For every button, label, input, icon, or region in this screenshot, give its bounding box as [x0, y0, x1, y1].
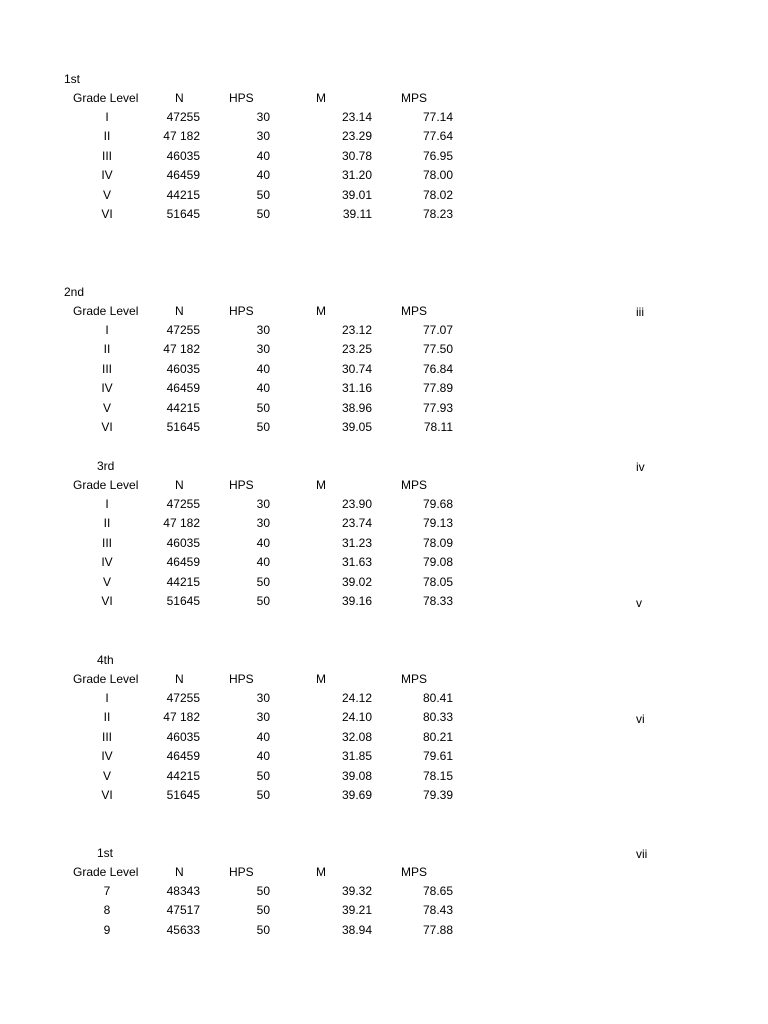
- cell-n: 47 182: [163, 129, 200, 144]
- section-label: 1st: [97, 846, 114, 860]
- cell-hps: 50: [256, 574, 270, 589]
- header-grade-level: Grade Level: [73, 672, 139, 686]
- cell-m: 31.85: [341, 749, 372, 764]
- cell-grade: 9: [103, 922, 111, 937]
- header-mps: MPS: [401, 865, 428, 879]
- cell-m: 31.63: [341, 555, 372, 570]
- cell-hps: 30: [256, 129, 270, 144]
- header-grade-level: Grade Level: [73, 865, 139, 879]
- header-m: M: [316, 478, 326, 492]
- cell-hps: 50: [256, 594, 270, 608]
- cell-hps: 50: [256, 400, 270, 415]
- side-marker: vii: [636, 847, 648, 861]
- cell-grade: IV: [101, 168, 113, 183]
- cell-n: 51645: [166, 207, 200, 221]
- cell-hps: 30: [256, 710, 270, 725]
- header-m: M: [316, 865, 326, 879]
- cell-grade: VI: [101, 594, 113, 608]
- side-marker: iv: [636, 460, 645, 474]
- cell-mps: 76.84: [422, 361, 453, 376]
- section-label: 4th: [97, 653, 114, 667]
- cell-m: 23.74: [341, 516, 372, 531]
- cell-n: 47 182: [163, 710, 200, 725]
- cell-hps: 40: [256, 729, 270, 744]
- cell-grade: V: [102, 187, 111, 202]
- cell-m: 39.11: [342, 207, 372, 221]
- cell-grade: III: [101, 361, 112, 376]
- cell-mps: 78.11: [423, 420, 453, 434]
- cell-grade: II: [103, 516, 111, 531]
- cell-n: 44215: [166, 400, 200, 415]
- cell-n: 51645: [166, 788, 200, 802]
- cell-m: 23.90: [341, 497, 372, 511]
- cell-grade: V: [102, 400, 111, 415]
- cell-grade: 7: [103, 884, 111, 898]
- side-marker: iii: [636, 305, 644, 319]
- cell-grade: VI: [101, 207, 113, 221]
- section-label: 2nd: [64, 285, 85, 299]
- cell-grade: III: [101, 148, 112, 163]
- header-grade-level: Grade Level: [73, 91, 139, 105]
- cell-mps: 78.43: [422, 903, 453, 918]
- cell-n: 47255: [166, 691, 200, 705]
- cell-hps: 30: [256, 497, 270, 511]
- side-marker: v: [636, 596, 642, 610]
- cell-n: 47 182: [163, 516, 200, 531]
- header-n: N: [175, 91, 184, 105]
- cell-n: 47255: [166, 110, 200, 124]
- cell-mps: 78.02: [422, 187, 453, 202]
- cell-m: 24.10: [341, 710, 372, 725]
- cell-m: 39.16: [341, 594, 372, 608]
- header-grade-level: Grade Level: [73, 478, 139, 492]
- cell-grade: IV: [101, 749, 113, 764]
- cell-m: 31.16: [341, 381, 372, 396]
- header-hps: HPS: [229, 865, 254, 879]
- cell-m: 31.23: [341, 535, 372, 550]
- cell-hps: 50: [256, 922, 270, 937]
- cell-m: 30.74: [341, 361, 372, 376]
- cell-mps: 78.65: [422, 884, 453, 898]
- cell-n: 44215: [166, 768, 200, 783]
- header-hps: HPS: [229, 91, 254, 105]
- cell-n: 46035: [166, 148, 200, 163]
- cell-grade: I: [105, 323, 109, 337]
- cell-mps: 80.41: [422, 691, 453, 705]
- cell-grade: VI: [101, 420, 113, 434]
- cell-grade: II: [103, 342, 111, 357]
- cell-mps: 76.95: [422, 148, 453, 163]
- header-mps: MPS: [401, 672, 428, 686]
- cell-hps: 50: [256, 420, 270, 434]
- cell-hps: 40: [256, 749, 270, 764]
- cell-mps: 77.07: [422, 323, 453, 337]
- cell-hps: 30: [256, 342, 270, 357]
- cell-n: 46459: [166, 381, 200, 396]
- cell-mps: 78.09: [422, 535, 453, 550]
- cell-m: 39.05: [341, 420, 372, 434]
- cell-hps: 30: [256, 110, 270, 124]
- header-n: N: [175, 865, 184, 879]
- cell-hps: 40: [256, 381, 270, 396]
- cell-n: 45633: [166, 922, 200, 937]
- cell-m: 30.78: [341, 148, 372, 163]
- header-hps: HPS: [229, 478, 254, 492]
- header-mps: MPS: [401, 478, 428, 492]
- cell-grade: IV: [101, 381, 113, 396]
- cell-mps: 77.93: [422, 400, 453, 415]
- cell-m: 39.21: [341, 903, 372, 918]
- cell-mps: 78.05: [422, 574, 453, 589]
- cell-n: 51645: [166, 594, 200, 608]
- cell-n: 47255: [166, 497, 200, 511]
- cell-mps: 79.39: [422, 788, 453, 802]
- cell-grade: 8: [103, 903, 111, 918]
- cell-mps: 78.23: [422, 207, 453, 221]
- header-m: M: [316, 304, 326, 318]
- cell-n: 51645: [166, 420, 200, 434]
- cell-mps: 77.64: [422, 129, 453, 144]
- cell-mps: 78.00: [422, 168, 453, 183]
- cell-n: 46035: [166, 729, 200, 744]
- header-mps: MPS: [401, 91, 428, 105]
- section-label: 3rd: [97, 459, 115, 473]
- header-grade-level: Grade Level: [73, 304, 139, 318]
- cell-mps: 80.21: [422, 729, 453, 744]
- cell-m: 23.14: [341, 110, 372, 124]
- cell-hps: 50: [256, 903, 270, 918]
- cell-hps: 40: [256, 361, 270, 376]
- cell-hps: 40: [256, 168, 270, 183]
- cell-mps: 79.61: [422, 749, 453, 764]
- cell-hps: 40: [256, 535, 270, 550]
- cell-mps: 77.88: [422, 922, 453, 937]
- cell-n: 46459: [166, 168, 200, 183]
- cell-n: 46035: [166, 361, 200, 376]
- cell-hps: 50: [256, 187, 270, 202]
- cell-grade: II: [103, 710, 111, 725]
- cell-grade: III: [101, 729, 112, 744]
- cell-mps: 77.89: [422, 381, 453, 396]
- cell-m: 31.20: [341, 168, 372, 183]
- cell-n: 44215: [166, 187, 200, 202]
- cell-grade: V: [102, 574, 111, 589]
- cell-hps: 40: [256, 555, 270, 570]
- header-n: N: [175, 672, 184, 686]
- cell-hps: 30: [256, 323, 270, 337]
- cell-grade: III: [101, 535, 112, 550]
- cell-n: 46459: [166, 749, 200, 764]
- cell-n: 47 182: [163, 342, 200, 357]
- cell-mps: 79.13: [422, 516, 453, 531]
- cell-grade: I: [105, 497, 109, 511]
- cell-m: 39.08: [341, 768, 372, 783]
- cell-n: 46459: [166, 555, 200, 570]
- cell-m: 39.69: [341, 788, 372, 802]
- cell-m: 38.94: [341, 922, 372, 937]
- cell-hps: 50: [256, 768, 270, 783]
- cell-hps: 50: [256, 884, 270, 898]
- header-m: M: [316, 672, 326, 686]
- cell-m: 23.25: [341, 342, 372, 357]
- cell-m: 24.12: [341, 691, 372, 705]
- cell-n: 47517: [166, 903, 200, 918]
- cell-hps: 50: [256, 788, 270, 802]
- cell-m: 38.96: [341, 400, 372, 415]
- side-marker: vi: [636, 712, 645, 726]
- cell-mps: 78.33: [422, 594, 453, 608]
- cell-mps: 78.15: [422, 768, 453, 783]
- cell-grade: I: [105, 691, 109, 705]
- cell-mps: 79.68: [422, 497, 453, 511]
- cell-grade: II: [103, 129, 111, 144]
- cell-hps: 50: [256, 207, 270, 221]
- cell-mps: 80.33: [422, 710, 453, 725]
- header-mps: MPS: [401, 304, 428, 318]
- cell-mps: 77.14: [422, 110, 453, 124]
- cell-m: 23.12: [341, 323, 372, 337]
- header-m: M: [316, 91, 326, 105]
- header-n: N: [175, 304, 184, 318]
- section-label: 1st: [64, 72, 81, 86]
- cell-hps: 30: [256, 691, 270, 705]
- cell-mps: 79.08: [422, 555, 453, 570]
- cell-n: 46035: [166, 535, 200, 550]
- header-hps: HPS: [229, 672, 254, 686]
- cell-grade: V: [102, 768, 111, 783]
- cell-mps: 77.50: [422, 342, 453, 357]
- cell-grade: I: [105, 110, 109, 124]
- cell-grade: IV: [101, 555, 113, 570]
- cell-m: 23.29: [341, 129, 372, 144]
- cell-hps: 30: [256, 516, 270, 531]
- cell-grade: VI: [101, 788, 113, 802]
- cell-m: 39.01: [341, 187, 372, 202]
- cell-m: 32.08: [341, 729, 372, 744]
- cell-hps: 40: [256, 148, 270, 163]
- header-n: N: [175, 478, 184, 492]
- cell-m: 39.02: [341, 574, 372, 589]
- cell-m: 39.32: [341, 884, 372, 898]
- header-hps: HPS: [229, 304, 254, 318]
- cell-n: 48343: [166, 884, 200, 898]
- cell-n: 44215: [166, 574, 200, 589]
- cell-n: 47255: [166, 323, 200, 337]
